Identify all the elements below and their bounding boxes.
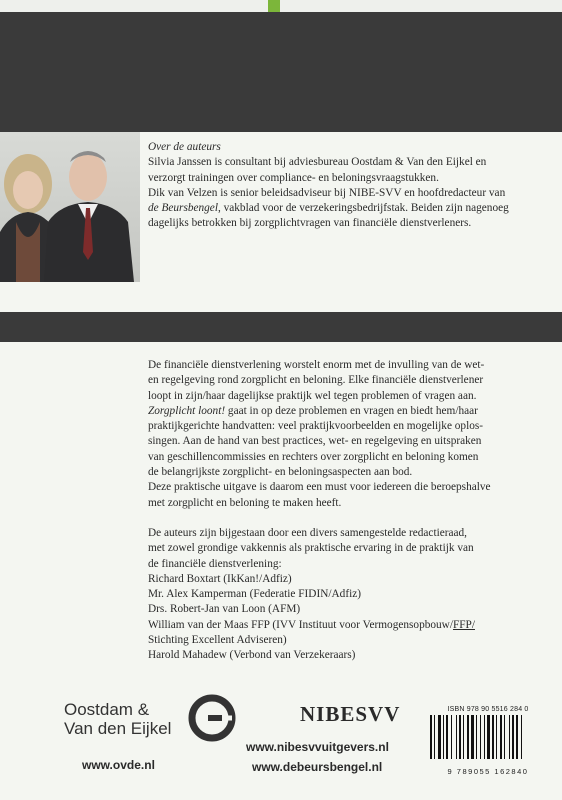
isbn-label: ISBN 978 90 5516 284 0 — [447, 706, 529, 713]
author-text-line: dagelijks betrokken bij zorgplichtvragen van financiële dienstverleners. — [148, 217, 472, 230]
author-text-line: verzorgt trainingen over compliance- en beloningsvraagstukken. — [148, 171, 439, 184]
barcode-bar — [459, 715, 461, 759]
green-spine-tab — [268, 0, 280, 12]
barcode-bar — [512, 715, 514, 759]
barcode-bar — [443, 715, 444, 759]
isbn-digits: 9 789055 162840 — [447, 767, 529, 776]
barcode-bar — [500, 715, 502, 759]
editorial-line: De auteurs zijn bijgestaan door een divers samengestelde redactieraad, — [148, 526, 467, 539]
authors-photo — [0, 132, 140, 282]
barcode-bar — [430, 715, 432, 759]
editorial-member: William van der Maas FFP (IVV Instituut voor Vermogensopbouw/FFP/ — [148, 618, 475, 631]
editorial-member: Drs. Robert-Jan van Loon (AFM) — [148, 603, 301, 616]
barcode-bar — [451, 715, 452, 759]
editorial-line: met zowel grondige vakkennis als praktische ervaring in de praktijk van — [148, 542, 474, 555]
beursbengel-url-link[interactable]: www.debeursbengel.nl — [252, 760, 383, 774]
description-line: van geschillencommissies en rechters over zorgplicht en beloning komen — [148, 450, 479, 463]
barcode-bar — [504, 715, 505, 759]
barcode-bar — [471, 715, 474, 759]
barcode-bar — [521, 715, 522, 759]
publisher-logo-ovde — [64, 700, 171, 738]
ovde-circle-logo-icon — [186, 692, 238, 744]
barcode-bar — [487, 715, 490, 759]
author-text-line: Dik van Velzen is senior beleidsadviseur bij NIBE-SVV en hoofdredacteur van — [148, 186, 506, 199]
publisher-name-line: Van den Eijkel — [64, 719, 172, 738]
description-line: de belangrijkste zorgplicht- en beloningsaspecten aan bod. — [148, 466, 413, 479]
author-text-line: de Beursbengel, vakblad voor de verzekeringsbedrijfstak. Beiden zijn nagenoeg — [148, 202, 509, 215]
barcode-bar — [434, 715, 435, 759]
description-line: en regelgeving rond zorgplicht en beloning. Elke financiële dienstverlener — [148, 374, 484, 387]
book-title: Zorgplicht loont! — [148, 404, 226, 417]
description-line: met zorgplicht en beloning te maken heeft. — [148, 496, 342, 509]
description-line: De financiële dienstverlening worstelt enorm met de invulling van de wet- — [148, 359, 485, 371]
middle-dark-band — [0, 312, 562, 342]
magazine-title: de Beursbengel — [148, 202, 218, 215]
barcode-bar — [480, 715, 481, 759]
barcode-bar — [463, 715, 464, 759]
barcode-icon — [428, 713, 548, 761]
description-line: Deze praktische uitgave is daarom een must voor iedereen die beroepshalve — [148, 481, 491, 494]
description-line: loopt in zijn/haar dagelijkse praktijk wel tegen problemen of vragen aan. — [148, 389, 477, 402]
description-line: praktijkgerichte handvatten: veel praktijkvoorbeelden en mogelijke oplos- — [148, 420, 484, 433]
barcode-bar — [438, 715, 441, 759]
author-text-line: Silvia Janssen is consultant bij adviesbureau Oostdam & Van den Eijkel en — [148, 156, 487, 169]
barcode-bar — [516, 715, 518, 759]
editorial-member: Mr. Alex Kamperman (Federatie FIDIN/Adfiz) — [148, 588, 362, 601]
editorial-member: Stichting Excellent Adviseren) — [148, 634, 287, 647]
barcode-bar — [484, 715, 485, 759]
barcode-bar — [456, 715, 457, 759]
top-strip — [0, 0, 562, 12]
editorial-member: Richard Boxtart (IkKan!/Adfiz) — [148, 572, 292, 585]
isbn-barcode — [428, 706, 548, 776]
nibesvv-logo: NIBESVV — [300, 702, 401, 726]
nibesvv-url-link[interactable]: www.nibesvvuitgevers.nl — [246, 740, 389, 754]
description-line: singen. Aan de hand van best practices, wet- en regelgeving en uitspraken — [148, 435, 482, 448]
editorial-member: Harold Mahadew (Verbond van Verzekeraars) — [148, 649, 356, 662]
about-authors-heading: Over de auteurs — [148, 141, 221, 153]
top-dark-band — [0, 12, 562, 132]
about-authors — [148, 140, 548, 232]
barcode-bar — [492, 715, 494, 759]
editorial-line: de financiële dienstverlening: — [148, 557, 282, 570]
book-description — [148, 358, 558, 664]
barcode-bar — [467, 715, 469, 759]
publisher-name-line: Oostdam & — [64, 700, 150, 719]
description-line: Zorgplicht loont! gaat in op deze problemen en vragen en biedt hem/haar — [148, 404, 478, 417]
barcode-bar — [476, 715, 477, 759]
barcode-bar — [446, 715, 448, 759]
ovde-url-link[interactable]: www.ovde.nl — [82, 758, 155, 772]
barcode-bar — [496, 715, 497, 759]
barcode-bar — [509, 715, 510, 759]
